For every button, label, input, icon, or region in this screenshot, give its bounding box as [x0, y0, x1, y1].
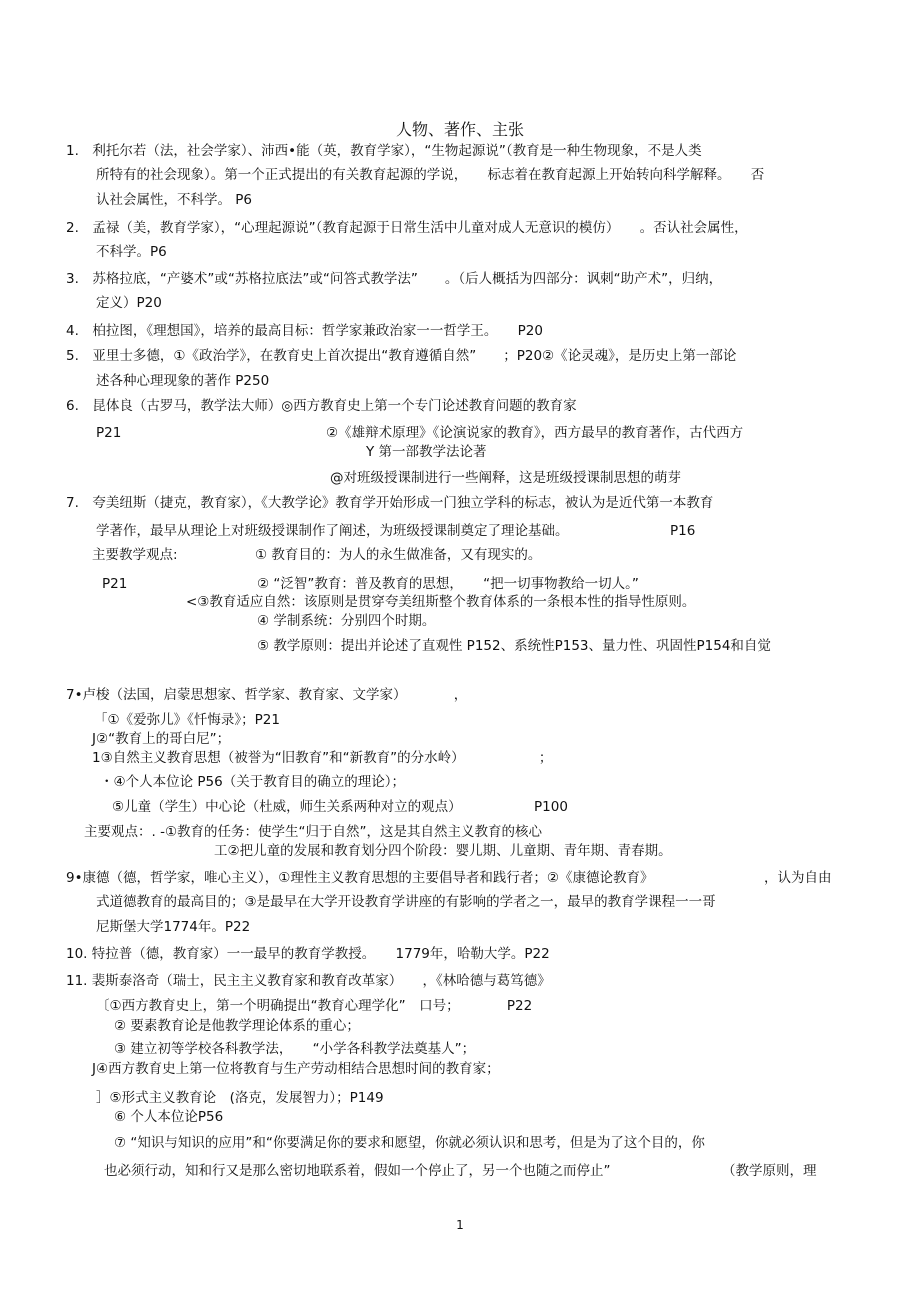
- text-line: 1. 利托尔若（法，社会学家）、沛西•能（英，教育学家），“生物起源说”（教育是一种生物现象，不是人类: [66, 143, 702, 159]
- text-line: 主要教学观点:: [92, 547, 178, 563]
- page-number: 1: [456, 1218, 464, 1232]
- text-line: ③ 建立初等学校各科教学法， “小学各科教学法奠基人”；: [114, 1041, 476, 1057]
- text-line: 述各种心理现象的著作 P250: [96, 373, 270, 389]
- text-line: 10. 特拉普（德，教育家）一一最早的教育学教授。 1779年，哈勒大学。P22: [66, 946, 550, 962]
- text-line: 〔①西方教育史上，第一个明确提出“教育心理学化” 口号； P22: [96, 998, 533, 1014]
- text-line: 工②把儿童的发展和教育划分四个阶段：婴儿期、儿童期、青年期、青春期。: [214, 843, 672, 859]
- text-line: J②“教育上的哥白尼”；: [92, 731, 231, 747]
- text-line: ⑥ 个人本位论P56: [114, 1109, 224, 1125]
- text-line: 2. 孟禄（美，教育学家），“心理起源说”（教育起源于日常生活中儿童对成人无意识的模仿） 。否认社会属性，: [66, 220, 748, 236]
- text-line: 定义）P20: [96, 295, 162, 311]
- text-line: 1③自然主义教育思想（被誉为“旧教育”和“新教育”的分水岭） ；: [92, 750, 553, 766]
- text-line: @对班级授课制进行一些阐释，这是班级授课制思想的萌芽: [330, 470, 681, 486]
- text-line: ・④个人本位论 P56（关于教育目的确立的理论）；: [100, 774, 405, 790]
- page-title: 人物、著作、主张: [395, 120, 524, 139]
- text-line: 尼斯堡大学1774年。P22: [96, 919, 251, 935]
- text-line: 主要观点：. -①教育的任务：使学生“归于自然”，这是其自然主义教育的核心: [84, 824, 543, 840]
- text-line: 学著作，最早从理论上对班级授课制作了阐述，为班级授课制奠定了理论基础。: [96, 523, 569, 539]
- text-line: 式道德教育的最高目的；③是最早在大学开设教育学讲座的有影响的学者之一，最早的教育学课程一一哥: [96, 894, 716, 910]
- text-line: 所特有的社会现象）。第一个正式提出的有关教育起源的学说， 标志着在教育起源上开始转向科学解释。 否: [96, 167, 765, 183]
- text-line: 7. 夸美纽斯（捷克，教育家），《大教学论》教育学开始形成一门独立学科的标志，被认为是近代第一本教育: [66, 495, 714, 511]
- text-line: 9•康德（德，哲学家，唯心主义），①理性主义教育思想的主要倡导者和践行者；②《康德论教育》: [66, 870, 654, 886]
- text-line: 认社会属性，不科学。 P6: [96, 192, 253, 208]
- text-line: ② “泛智”教育：普及教育的思想， “把一切事物教给一切人。”: [257, 576, 639, 592]
- text-line: P21: [102, 576, 128, 592]
- text-line: 4. 柏拉图，《理想国》，培养的最高目标：哲学家兼政治家一一哲学王。 P20: [66, 323, 543, 339]
- text-line: 5. 亚里士多德，①《政治学》，在教育史上首次提出“教育遵循自然” ；P20②《论灵魂》，是历史上第一部论: [66, 348, 737, 364]
- text-line: ，认为自由: [764, 870, 832, 886]
- text-line: Y 第一部教学法论著: [366, 444, 487, 460]
- text-line: 「①《爱弥儿》《忏悔录》；P21: [94, 712, 280, 728]
- text-line: P21: [96, 425, 122, 441]
- text-line: （教学原则，理: [722, 1163, 817, 1179]
- text-line: <③教育适应自然：该原则是贯穿夸美纽斯整个教育体系的一条根本性的指导性原则。: [186, 594, 696, 610]
- text-line: P16: [670, 523, 696, 539]
- text-line: P100: [534, 799, 568, 815]
- text-line: 7•卢梭（法国，启蒙思想家、哲学家、教育家、文学家） ，: [66, 687, 468, 703]
- text-line: ］⑤形式主义教育论 (洛克，发展智力）；P149: [96, 1090, 384, 1106]
- text-line: 11. 裴斯泰洛奇（瑞士，民主主义教育家和教育改革家） ，《林哈德与葛笃德》: [66, 973, 551, 989]
- text-line: 6. 昆体良（古罗马，教学法大师）◎西方教育史上第一个专门论述教育问题的教育家: [66, 398, 577, 414]
- text-line: J④西方教育史上第一位将教育与生产劳动相结合思想时间的教育家；: [92, 1061, 500, 1077]
- text-line: 也必须行动，知和行又是那么密切地联系着，假如一个停止了，另一个也随之而停止”: [104, 1163, 611, 1179]
- text-line: ⑦ “知识与知识的应用”和“你要满足你的要求和愿望，你就必须认识和思考，但是为了这个目的，你: [114, 1135, 705, 1151]
- text-line: 不科学。P6: [96, 244, 167, 260]
- text-line: ⑤儿童（学生）中心论（杜威，师生关系两种对立的观点）: [112, 799, 462, 815]
- text-line: ① 教育目的：为人的永生做准备，又有现实的。: [255, 547, 542, 563]
- text-line: ②《雄辩术原理》《论演说家的教育》，西方最早的教育著作，古代西方: [326, 425, 744, 441]
- text-line: ② 要素教育论是他教学理论体系的重心；: [114, 1018, 360, 1034]
- text-line: ④ 学制系统：分别四个时期。: [257, 613, 436, 629]
- text-line: ⑤ 教学原则：提出并论述了直观性 P152、系统性P153、量力性、巩固性P154和自觉: [257, 638, 771, 654]
- text-line: 3. 苏格拉底，“产婆术”或“苏格拉底法”或“问答式教学法” 。（后人概括为四部分：讽刺“助产术”，归纳，: [66, 271, 723, 287]
